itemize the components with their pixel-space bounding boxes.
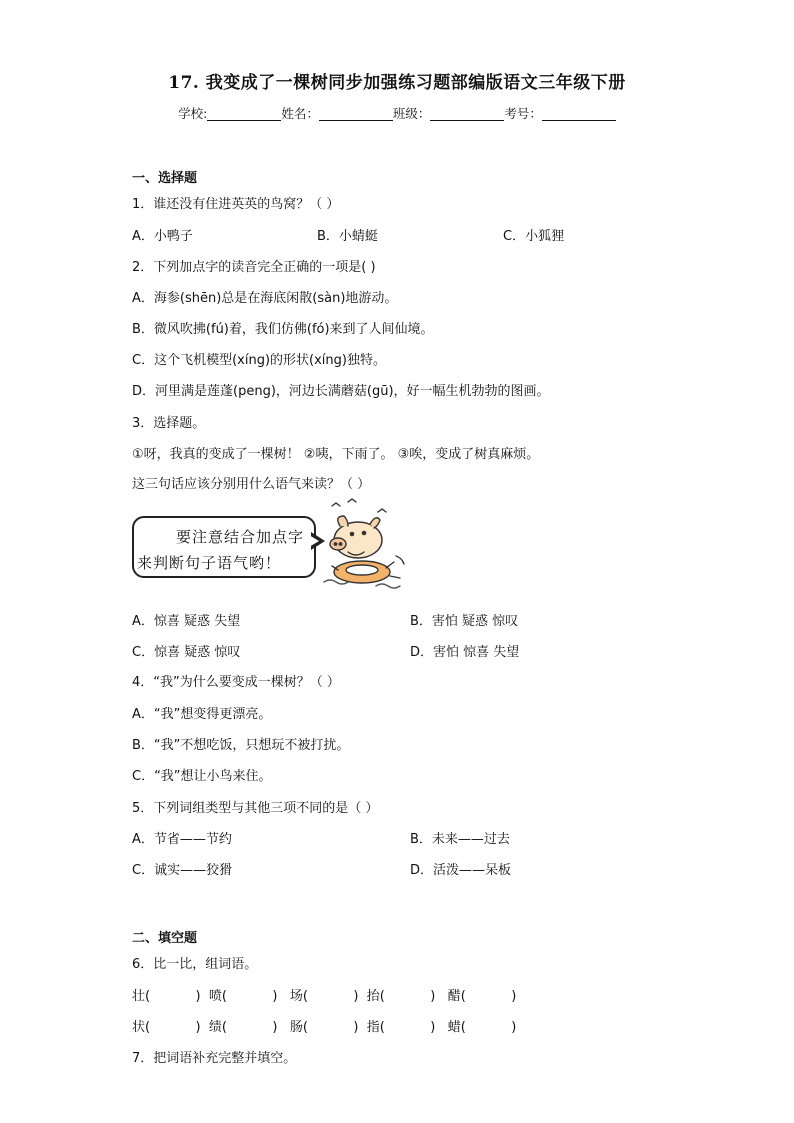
name-label: 姓名： xyxy=(281,106,319,121)
q4-option-a: A．“我”想变得更漂亮。 xyxy=(132,707,272,722)
q2-option-a: A．海参(shēn)总是在海底闲散(sàn)地游动。 xyxy=(132,291,398,306)
school-blank[interactable] xyxy=(207,106,281,121)
q2-option-b: B．微风吹拂(fú)着，我们仿佛(fó)来到了人间仙境。 xyxy=(132,322,434,337)
q2-option-d: D．河里满是莲蓬(peng)，河边长满蘑菇(gū)，好一幅生机勃勃的图画。 xyxy=(132,384,550,399)
question-1-stem: 1．谁还没有住进英英的鸟窝？（ ） xyxy=(132,197,340,212)
q1-option-b: B．小蜻蜓 xyxy=(317,229,378,244)
q3-option-d: D．害怕 惊喜 失望 xyxy=(410,645,520,660)
q5-option-d: D．活泼——呆板 xyxy=(410,863,512,878)
exam-number-blank[interactable] xyxy=(542,106,616,121)
class-blank[interactable] xyxy=(430,106,504,121)
exam-number-label: 考号： xyxy=(504,106,542,121)
q5-option-c: C．诚实——狡猾 xyxy=(132,863,233,878)
q3-sentences: ①呀，我真的变成了一棵树！ ②咦，下雨了。 ③唉，变成了树真麻烦。 xyxy=(132,447,540,462)
question-2-stem: 2．下列加点字的读音完全正确的一项是( ) xyxy=(132,260,376,275)
cartoon-pig-illustration xyxy=(318,498,410,594)
question-7-stem: 7．把词语补充完整并填空。 xyxy=(132,1051,297,1066)
q5-option-b: B．未来——过去 xyxy=(410,832,510,847)
q4-option-b: B．“我”不想吃饭，只想玩不被打扰。 xyxy=(132,738,350,753)
q3-option-a: A．惊喜 疑惑 失望 xyxy=(132,614,241,629)
q6-row-1[interactable]: 壮( ) 喷( ) 场( ) 抬( ) 醋( ) xyxy=(132,989,517,1004)
q1-option-c: C．小狐狸 xyxy=(503,229,565,244)
question-6-stem: 6．比一比，组词语。 xyxy=(132,957,258,972)
q6-row-2[interactable]: 状( ) 绩( ) 肠( ) 指( ) 蜡( ) xyxy=(132,1020,517,1035)
class-label: 班级： xyxy=(392,106,431,121)
q2-option-c: C．这个飞机模型(xíng)的形状(xíng)独特。 xyxy=(132,353,386,368)
question-5-stem: 5．下列词组类型与其他三项不同的是（ ） xyxy=(132,801,379,816)
student-info-line xyxy=(0,104,794,122)
section-heading-choice: 一、选择题 xyxy=(132,171,198,186)
page-title: 17. 我变成了一棵树同步加强练习题部编版语文三年级下册 xyxy=(168,73,626,93)
q5-option-a: A．节省——节约 xyxy=(132,832,232,847)
question-3-stem: 3．选择题。 xyxy=(132,416,206,431)
section-heading-fill-in: 二、填空题 xyxy=(132,931,198,946)
bubble-text-line-1: 要注意结合加点字 xyxy=(176,528,305,546)
q3-question: 这三句话应该分别用什么语气来读？（ ） xyxy=(132,477,371,492)
q3-option-b: B．害怕 疑惑 惊叹 xyxy=(410,614,519,629)
q3-option-c: C．惊喜 疑惑 惊叹 xyxy=(132,645,241,660)
name-blank[interactable] xyxy=(319,106,393,121)
q1-option-a: A．小鸭子 xyxy=(132,229,193,244)
question-4-stem: 4．“我”为什么要变成一棵树？（ ） xyxy=(132,675,340,690)
bubble-text-line-2: 来判断句子语气哟！ xyxy=(137,554,282,572)
school-label: 学校: xyxy=(178,106,208,121)
q4-option-c: C．“我”想让小鸟来住。 xyxy=(132,769,272,784)
